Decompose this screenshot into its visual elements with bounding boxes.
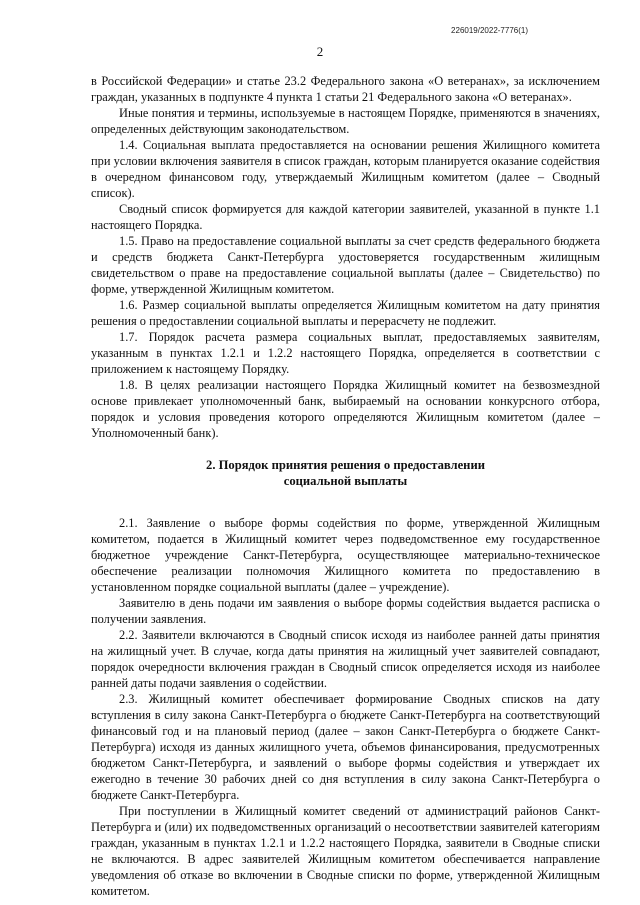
paragraph: 1.7. Порядок расчета размера социальных выплат, предоставляемых заявителям, указанным в пунктах 1.2.1 и 1.2.2 настоящего Порядка, определяется в соответствии с приложением к настоящему Порядку.	[91, 330, 600, 376]
paragraph: Заявителю в день подачи им заявления о выборе формы содействия выдается расписка о получении заявления.	[91, 596, 600, 626]
section-heading	[91, 457, 600, 489]
paragraph: 2.1. Заявление о выборе формы содействия по форме, утвержденной Жилищным комитетом, подается в Жилищный комитет через подведомственное ему государственное бюджетное учреждение Санкт-Петербурга, осуществляющее материально-техническое обеспечение реализации полномочия Жилищного комитета по предоставлению в установленном порядке социальной выплаты (далее – учреждение).	[91, 516, 600, 594]
paragraph: При поступлении в Жилищный комитет сведений от администраций районов Санкт-Петербурга и (или) их подведомственных организаций о несоответствии заявителей категориям граждан, указанным в пунктах 1.2.1 и 1.2.2 настоящего Порядка, заявители в Сводные списки не включаются. В адрес заявителей Жилищным комитетом обеспечивается направление уведомления об отказе во включении в Сводные списки по форме, утвержденной Жилищным комитетом.	[91, 804, 600, 898]
paragraph: 1.5. Право на предоставление социальной выплаты за счет средств федерального бюджета и средств бюджета Санкт-Петербурга удостоверяется государственным жилищным свидетельством о праве на предоставление социальной выплаты (далее – Свидетельство) по форме, утвержденной Жилищным комитетом.	[91, 234, 600, 296]
paragraph: 1.6. Размер социальной выплаты определяется Жилищным комитетом на дату принятия решения о предоставлении социальной выплаты и перерасчету не подлежит.	[91, 298, 600, 328]
paragraph: 1.8. В целях реализации настоящего Порядка Жилищный комитет на безвозмездной основе привлекает уполномоченный банк, выбираемый на основании конкурсного отбора, порядок и условия проведения которого определяются Жилищным комитетом (далее – Уполномоченный банк).	[91, 378, 600, 440]
section-heading-line: 2. Порядок принятия решения о предоставлении	[206, 458, 485, 472]
paragraph: в Российской Федерации» и статье 23.2 Федерального закона «О ветеранах», за исключением граждан, указанных в подпункте 4 пункта 1 статьи 21 Федерального закона «О ветеранах».	[91, 74, 600, 104]
section-heading-line: социальной выплаты	[283, 474, 408, 488]
paragraph: Сводный список формируется для каждой категории заявителей, указанной в пункте 1.1 настоящего Порядка.	[91, 202, 600, 232]
document-body	[91, 73, 600, 899]
page-number: 2	[316, 44, 324, 59]
document-id: 226019/2022-7776(1)	[451, 26, 528, 35]
paragraph: 2.3. Жилищный комитет обеспечивает формирование Сводных списков на дату вступления в силу закона Санкт-Петербурга о бюджете Санкт-Петербурга на соответствующий финансовый год и на плановый период (далее – закон Санкт-Петербурга о бюджете Санкт-Петербурга) исходя из данных жилищного учета, объемов финансирования, предусмотренных бюджетом Санкт-Петербурга, и заявлений о выборе формы содействия и утверждает их ежегодно в течение 30 рабочих дней со дня вступления в силу закона Санкт-Петербурга о бюджете Санкт-Петербурга.	[91, 692, 600, 802]
paragraph: Иные понятия и термины, используемые в настоящем Порядке, применяются в значениях, определенных действующим законодательством.	[91, 106, 600, 136]
paragraph: 2.2. Заявители включаются в Сводный список исходя из наиболее ранней даты принятия на жилищный учет. В случае, когда даты принятия на жилищный учет заявителей совпадают, порядок очередности включения граждан в Сводный список определяется исходя из наиболее ранней даты подачи заявления о содействии.	[91, 628, 600, 690]
paragraph: 1.4. Социальная выплата предоставляется на основании решения Жилищного комитета при условии включения заявителя в список граждан, которым планируется оказание содействия в очередном финансовом году, утверждаемый Жилищным комитетом (далее – Сводный список).	[91, 138, 600, 200]
